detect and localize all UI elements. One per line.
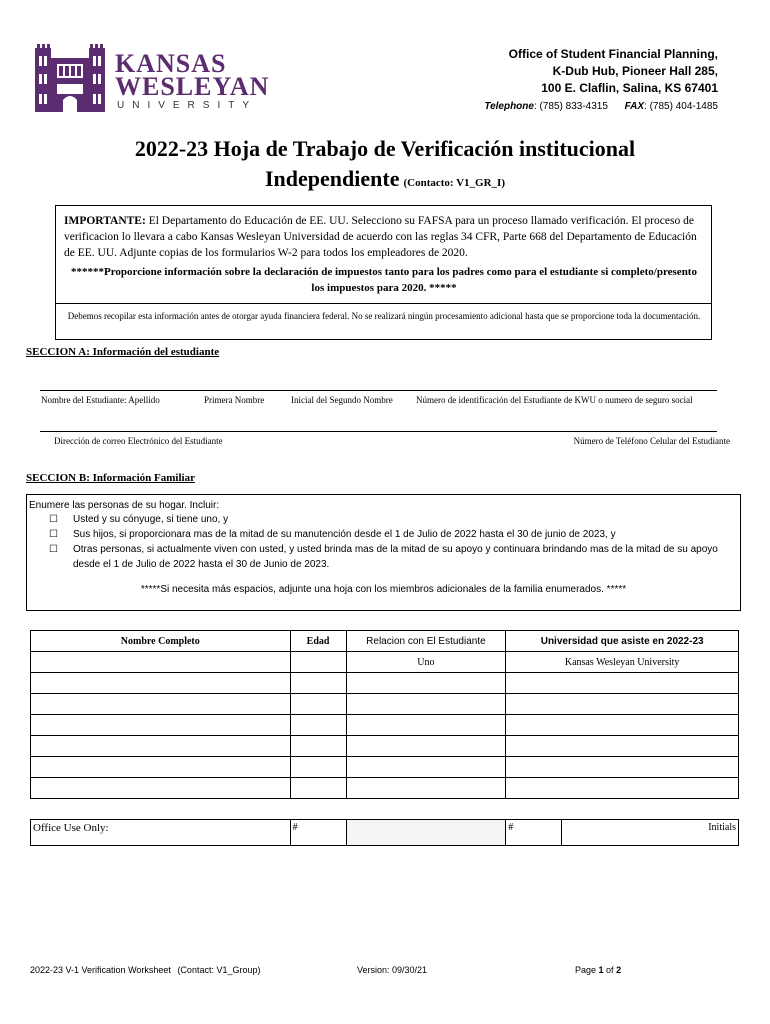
office-use-label: Office Use Only: (31, 820, 291, 846)
telephone-number: : (785) 833-4315 (533, 101, 608, 112)
cell-relation[interactable] (346, 778, 506, 799)
phone-fax-line (484, 101, 718, 112)
university-logo (35, 44, 270, 114)
telephone-label: Telephone (484, 101, 534, 112)
bullet-spouse: Usted y su cónyuge, si tiene uno, y (73, 514, 229, 525)
footer-page-total: 2 (616, 965, 622, 975)
label-email: Dirección de correo Electrónico del Estudiante (54, 436, 223, 446)
cell-name[interactable] (31, 757, 291, 778)
bullet-others: Otras personas, si actualmente viven con usted, y usted brinda mas de la mitad de su apoyo y continuara brindando mas de la mitad de su apoyo desde el 1 de Julio de 2022 hasta el 30 de Junio de 2023. (73, 544, 718, 570)
logo-line-kansas: KANSAS (115, 49, 227, 78)
section-a-heading: SECCION A: Información del estudiante (26, 346, 220, 358)
office-line-3: 100 E. Claflin, Salina, KS 67401 (541, 81, 718, 95)
cell-name[interactable] (31, 778, 291, 799)
cell-college[interactable] (506, 757, 739, 778)
table-row (31, 778, 739, 799)
cell-relation[interactable]: Uno (346, 652, 506, 673)
cell-name[interactable] (31, 652, 291, 673)
table-row (31, 694, 739, 715)
name-input-line[interactable] (40, 390, 717, 391)
footer-page-of: of (603, 965, 617, 975)
logo-line-university: UNIVERSITY (117, 100, 258, 111)
col-header-college: Universidad que asiste en 2022-23 (506, 631, 739, 652)
checkbox-icon: ☐ (49, 544, 58, 555)
logo-line-wesleyan: WESLEYAN (115, 72, 270, 101)
building-icon (35, 44, 105, 112)
subtitle-contact: (Contacto: V1_GR_I) (403, 177, 506, 189)
cell-age[interactable] (290, 652, 346, 673)
cell-age[interactable] (290, 673, 346, 694)
important-label: IMPORTANTE: (64, 215, 146, 227)
col-header-age: Edad (290, 631, 346, 652)
cell-college[interactable] (506, 694, 739, 715)
label-first-name: Primera Nombre (204, 395, 265, 405)
cell-age[interactable] (290, 694, 346, 715)
office-address (509, 46, 718, 97)
footer-contact: (Contact: V1_Group) (177, 965, 261, 975)
label-cell-phone: Número de Teléfono Celular del Estudiante (573, 436, 730, 446)
cell-relation[interactable] (346, 673, 506, 694)
cell-name[interactable] (31, 715, 291, 736)
cell-relation[interactable] (346, 715, 506, 736)
table-row (31, 673, 739, 694)
cell-age[interactable] (290, 715, 346, 736)
footer-page (575, 965, 621, 975)
cell-name[interactable] (31, 673, 291, 694)
office-initials[interactable]: Initials (562, 820, 739, 846)
cell-relation[interactable] (346, 694, 506, 715)
label-middle-initial: Inicial del Segundo Nombre (291, 395, 393, 405)
fax-number: : (785) 404-1485 (644, 101, 718, 112)
col-header-relation: Relacion con El Estudiante (346, 631, 506, 652)
table-row (31, 757, 739, 778)
cell-age[interactable] (290, 757, 346, 778)
important-small-note: Debemos recopilar esta información antes de otorgar ayuda financiera federal. No se realizará ningún procesamiento adicional hasta que se proporcione toda la documentación. (67, 311, 701, 321)
extra-space-note: *****Si necesita más espacios, adjunte una hoja con los miembros adicionales de la familia enumerados. ***** (140, 584, 627, 595)
page-title: 2022-23 Hoja de Trabajo de Verificación institucional (134, 136, 636, 161)
page-subtitle (0, 166, 770, 192)
important-bold-note: ******Proporcione información sobre la declaración de impuestos tanto para los padres como para el estudiante si completo/presento los impuestos para 2020. ***** (71, 266, 697, 294)
section-b-heading: SECCION B: Información Familiar (26, 472, 195, 484)
office-use-table (30, 819, 739, 846)
footer-page-prefix: Page (575, 965, 599, 975)
label-student-id: Número de identificación del Estudiante de KWU o numero de seguro social (416, 395, 693, 405)
col-header-full-name: Nombre Completo (31, 631, 291, 652)
divider (56, 303, 711, 304)
office-line-1: Office of Student Financial Planning, (508, 47, 718, 61)
cell-age[interactable] (290, 736, 346, 757)
footer-form-name (30, 965, 260, 975)
table-row (31, 715, 739, 736)
bullet-children: Sus hijos, si proporcionara mas de la mitad de su manutención desde el 1 de Julio de 2022 hasta el 30 de junio de 2023, y (73, 529, 616, 540)
cell-relation[interactable] (346, 757, 506, 778)
cell-college[interactable] (506, 673, 739, 694)
subtitle-independiente: Independiente (264, 166, 400, 191)
family-intro: Enumere las personas de su hogar. Incluir: (29, 500, 220, 511)
cell-college[interactable] (506, 715, 739, 736)
cell-college[interactable] (506, 778, 739, 799)
cell-college[interactable]: Kansas Wesleyan University (506, 652, 739, 673)
family-instructions-box (26, 494, 741, 611)
cell-name[interactable] (31, 694, 291, 715)
footer-left: 2022-23 V-1 Verification Worksheet (30, 965, 171, 975)
cell-age[interactable] (290, 778, 346, 799)
cell-name[interactable] (31, 736, 291, 757)
table-header-row (31, 631, 739, 652)
office-hash-2[interactable]: # (506, 820, 562, 846)
office-field[interactable] (346, 820, 506, 846)
important-text (64, 213, 704, 261)
label-last-name: Nombre del Estudiante: Apellido (41, 395, 160, 405)
checkbox-icon: ☐ (49, 514, 58, 525)
cell-relation[interactable] (346, 736, 506, 757)
table-row (31, 652, 739, 673)
email-phone-input-line[interactable] (40, 431, 717, 432)
fax-label: FAX (624, 101, 645, 112)
office-hash-1[interactable]: # (290, 820, 346, 846)
footer-page-num: 1 (598, 965, 604, 975)
table-row (31, 736, 739, 757)
cell-college[interactable] (506, 736, 739, 757)
family-table (30, 630, 739, 799)
office-use-row (31, 820, 739, 846)
office-line-2: K-Dub Hub, Pioneer Hall 285, (552, 64, 718, 78)
footer-version: Version: 09/30/21 (357, 965, 428, 975)
important-body: El Departamento do Educación de EE. UU. Selecciono su FAFSA para un proceso llamado verificación. El proceso de verificacion lo llevara a cabo Kansas Wesleyan Universidad de acuerdo con las reglas 34 CFR, Parte 668 del Departamento de Educación de EE. UU. Adjunte copias de los formularios W-2 para todos los empleadores de 2020. (64, 215, 697, 259)
checkbox-icon: ☐ (49, 529, 58, 540)
important-notice-box (55, 205, 712, 340)
